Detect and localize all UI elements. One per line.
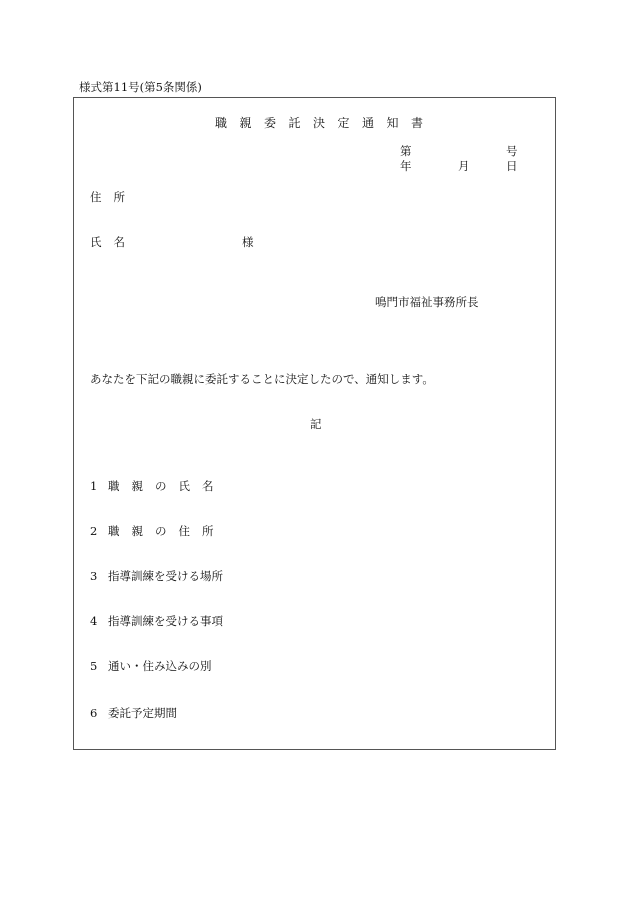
item-label: 指導訓練を受ける事項 <box>108 614 223 628</box>
item-number: 4 <box>90 614 98 628</box>
name-label: 氏名 <box>90 235 137 249</box>
item-label: 職親の氏名 <box>108 479 226 493</box>
document-title: 職親委託決定通知書 <box>215 116 436 130</box>
issuer: 鳴門市福祉事務所長 <box>375 295 479 309</box>
date-year: 年 <box>400 159 412 173</box>
item-number: 1 <box>90 479 98 493</box>
item-number: 5 <box>90 659 98 673</box>
honorific: 様 <box>242 235 254 249</box>
form-label: 様式第11号(第5条関係) <box>79 80 202 94</box>
item-label: 通い・住み込みの別 <box>108 659 212 673</box>
date-month: 月 <box>458 159 470 173</box>
item-label: 指導訓練を受ける場所 <box>108 569 223 583</box>
item-number: 6 <box>90 706 98 720</box>
number-prefix: 第 <box>400 144 412 158</box>
body-text: あなたを下記の職親に委託することに決定したので、通知します。 <box>90 372 434 386</box>
address-label: 住所 <box>90 190 137 204</box>
item-label: 職親の住所 <box>108 524 226 538</box>
item-number: 3 <box>90 569 98 583</box>
number-suffix: 号 <box>506 144 518 158</box>
date-day: 日 <box>506 159 518 173</box>
item-number: 2 <box>90 524 98 538</box>
record-heading: 記 <box>310 417 322 431</box>
item-label: 委託予定期間 <box>108 706 177 720</box>
